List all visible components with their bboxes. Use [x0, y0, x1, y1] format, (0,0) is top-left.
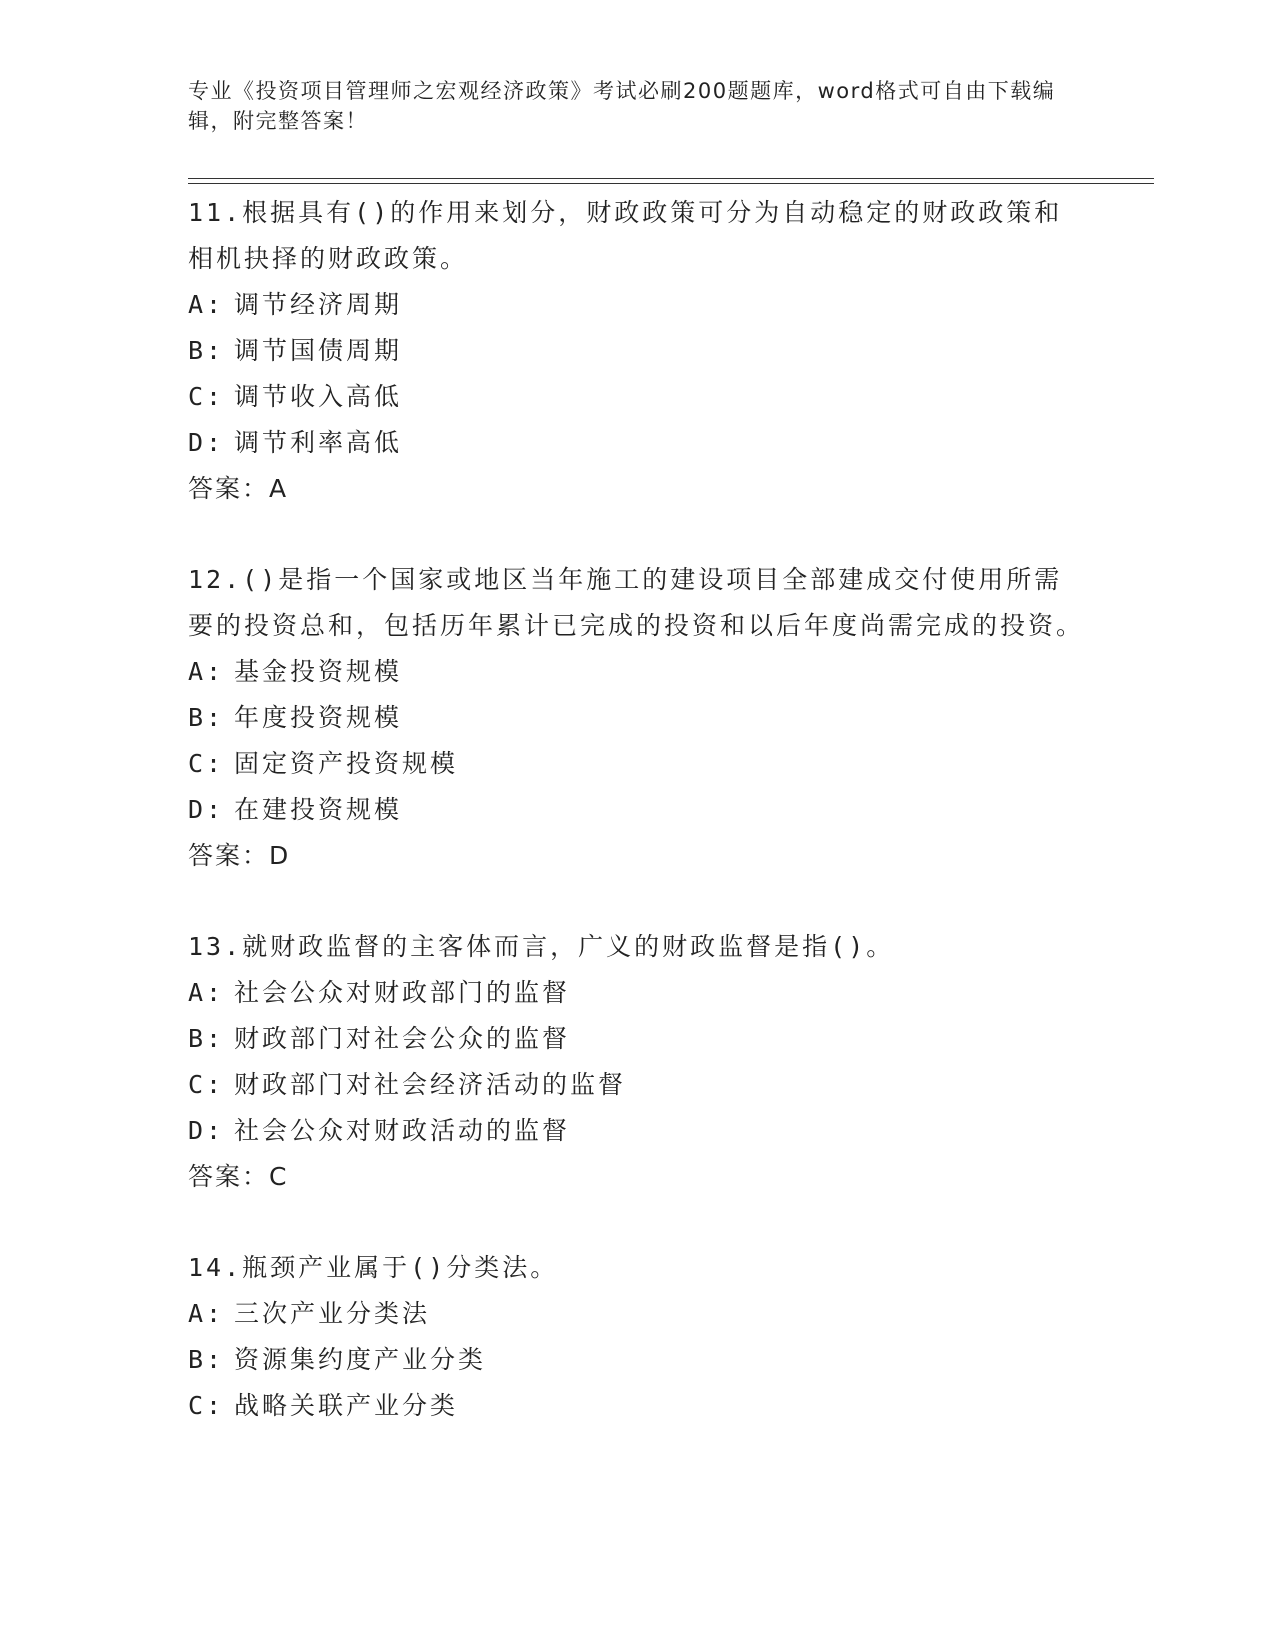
option-text: 三次产业分类法 [234, 1299, 431, 1328]
option-text: 固定资产投资规模 [234, 749, 459, 778]
option-text: 调节经济周期 [234, 290, 403, 319]
question-stem: 11.根据具有()的作用来划分，财政政策可分为自动稳定的财政政策和相机抉择的财政政策。 [188, 198, 1063, 273]
option-c [188, 741, 1088, 787]
option-text: 财政部门对社会公众的监督 [234, 1024, 571, 1053]
option-text: 财政部门对社会经济活动的监督 [234, 1070, 627, 1099]
option-key: D: [188, 1116, 225, 1145]
option-key: A: [188, 978, 225, 1007]
option-key: C: [188, 1391, 225, 1420]
question-stem: 14.瓶颈产业属于()分类法。 [188, 1253, 559, 1282]
option-key: B: [188, 1345, 225, 1374]
option-d [188, 787, 1088, 833]
option-key: D: [188, 428, 225, 457]
option-c [188, 1062, 1088, 1108]
option-c [188, 1383, 1088, 1429]
option-text: 年度投资规模 [234, 703, 403, 732]
question-14 [188, 1245, 1088, 1429]
option-a [188, 649, 1088, 695]
option-text: 基金投资规模 [234, 657, 403, 686]
question-stem: 12.()是指一个国家或地区当年施工的建设项目全部建成交付使用所需要的投资总和，包括历年累计已完成的投资和以后年度尚需完成的投资。 [188, 565, 1085, 640]
option-d [188, 420, 1088, 466]
option-key: C: [188, 1070, 225, 1099]
option-key: A: [188, 1299, 225, 1328]
option-a [188, 970, 1088, 1016]
option-b [188, 695, 1088, 741]
option-key: D: [188, 795, 225, 824]
option-a [188, 1291, 1088, 1337]
option-c [188, 374, 1088, 420]
option-text: 调节国债周期 [234, 336, 403, 365]
option-key: A: [188, 657, 225, 686]
question-13 [188, 924, 1088, 1200]
question-list [188, 190, 1088, 1474]
option-b [188, 1016, 1088, 1062]
option-key: B: [188, 336, 225, 365]
option-key: A: [188, 290, 225, 319]
option-key: C: [188, 382, 225, 411]
document-header: 专业《投资项目管理师之宏观经济政策》考试必刷200题题库，word格式可自由下载编辑，附完整答案！ [188, 79, 1056, 133]
answer-line: 答案：A [188, 474, 289, 503]
option-d [188, 1108, 1088, 1154]
answer-line: 答案：D [188, 841, 291, 870]
option-text: 调节利率高低 [234, 428, 403, 457]
option-text: 社会公众对财政部门的监督 [234, 978, 571, 1007]
option-text: 在建投资规模 [234, 795, 403, 824]
question-stem: 13.就财政监督的主客体而言，广义的财政监督是指()。 [188, 932, 895, 961]
question-11 [188, 190, 1088, 512]
option-key: B: [188, 1024, 225, 1053]
option-b [188, 1337, 1088, 1383]
header-divider-top [188, 178, 1154, 179]
option-text: 调节收入高低 [234, 382, 403, 411]
option-key: C: [188, 749, 225, 778]
question-12 [188, 557, 1088, 879]
option-key: B: [188, 703, 225, 732]
answer-line: 答案：C [188, 1162, 289, 1191]
option-b [188, 328, 1088, 374]
option-a [188, 282, 1088, 328]
option-text: 资源集约度产业分类 [234, 1345, 487, 1374]
option-text: 社会公众对财政活动的监督 [234, 1116, 571, 1145]
option-text: 战略关联产业分类 [234, 1391, 459, 1420]
header-divider-bottom [188, 183, 1154, 184]
